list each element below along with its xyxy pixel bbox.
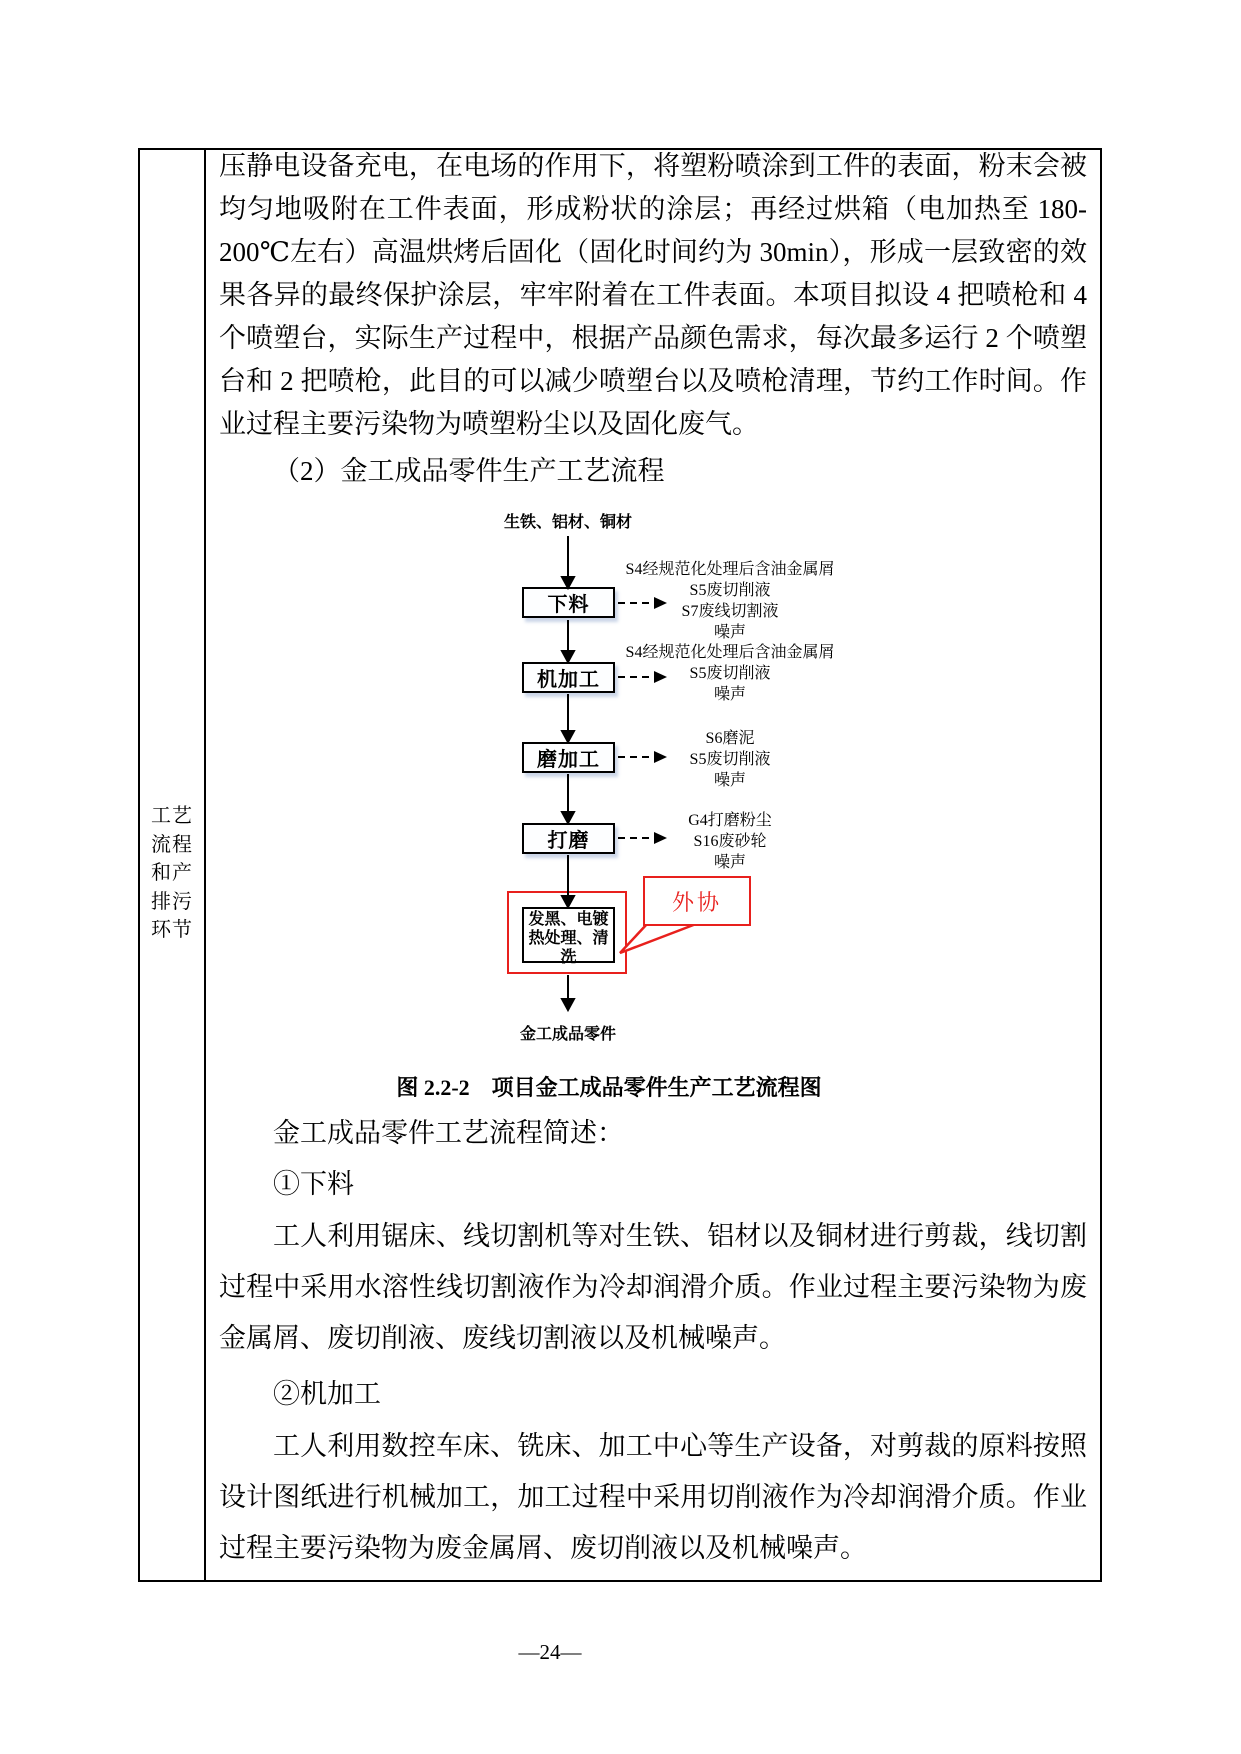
row-label-line: 流程 (151, 833, 193, 856)
arrowhead-icon (562, 651, 574, 662)
flow-step-outsourced-treatment: 发黑、电镀热处理、清洗 (522, 907, 615, 963)
flow-result-label: 金工成品零件 (519, 1026, 616, 1043)
figure-caption: 图 2.2-2 项目金工成品零件生产工艺流程图 (396, 1075, 822, 1100)
output-line: S16废砂轮 (693, 833, 767, 850)
output-line: S6磨泥 (705, 730, 755, 747)
output-line: 噪声 (713, 624, 746, 641)
output-line: G4打磨粉尘 (688, 812, 772, 829)
step2-heading: ②机加工 (273, 1379, 381, 1409)
output-line: S5废切削液 (689, 582, 771, 599)
arrowhead-icon (562, 999, 574, 1010)
arrowhead-icon (562, 812, 574, 823)
heading-section-2: （2）金工成品零件生产工艺流程 (273, 456, 665, 486)
step1-paragraph: 工人利用锯床、线切割机等对生铁、铝材以及铜材进行剪裁，线切割过程中采用水溶性线切割液作为冷却润滑介质。作业过程主要污染物为废金属屑、废切削液、废线切割液以及机械噪声。 (219, 1221, 1087, 1353)
output-line: S4经规范化处理后含油金属屑 (625, 561, 835, 578)
flow-source-label: 生铁、铝材、铜材 (503, 514, 632, 531)
output-line: S4经规范化处理后含油金属屑 (625, 644, 835, 661)
arrowhead-icon (562, 731, 574, 742)
row-label-line: 和产 (151, 862, 193, 884)
output-line: 噪声 (713, 686, 746, 703)
step1-heading: ①下料 (273, 1169, 354, 1199)
flow-step-polishing: 打磨 (522, 823, 615, 854)
row-label-line: 排污 (151, 890, 193, 913)
outputs-grinding (600, 728, 860, 791)
step2-paragraph: 工人利用数控车床、铣床、加工中心等生产设备，对剪裁的原料按照设计图纸进行机械加工，加工过程中采用切削液作为冷却润滑介质。作业过程主要污染物为废金属屑、废切削液以及机械噪声。 (219, 1431, 1087, 1563)
callout-tail (620, 924, 696, 953)
output-line: S7废线切割液 (681, 603, 779, 620)
output-line: 噪声 (713, 854, 746, 871)
flow-step-machining: 机加工 (522, 662, 615, 693)
row-label-line: 环节 (151, 919, 193, 941)
outsourced-callout: 外协 (643, 876, 751, 926)
flow-step-grinding: 磨加工 (522, 742, 615, 773)
paragraph-spray-coating: 压静电设备充电，在电场的作用下，将塑粉喷涂到工件的表面，粉末会被均匀地吸附在工件表面，形成粉状的涂层；再经过烘箱（电加热至 180-200℃左右）高温烘烤后固化（固化时间约为 30min），形成一层致密的效果各异的最终保护涂层，牢牢附着在工件表面。本项目拟设 4 把喷枪和 4 个喷塑台，实际生产过程中，根据产品颜色需求，每次最多运行 2 个喷塑台和 2 把喷枪，此目的可以减少喷塑台以及喷枪清理，节约工作时间。作业过程主要污染物为喷塑粉尘以及固化废气。 (219, 151, 1087, 439)
output-line: 噪声 (713, 772, 746, 789)
flow-step-blanking: 下料 (522, 587, 615, 618)
summary-intro: 金工成品零件工艺流程简述： (273, 1118, 624, 1148)
page-number: —24— (518, 1640, 582, 1664)
outputs-blanking (600, 559, 860, 643)
row-label-line: 工艺 (151, 805, 193, 827)
outputs-machining (600, 642, 860, 705)
outputs-polishing (600, 810, 860, 873)
output-line: S5废切削液 (689, 665, 771, 682)
output-line: S5废切削液 (689, 751, 771, 768)
